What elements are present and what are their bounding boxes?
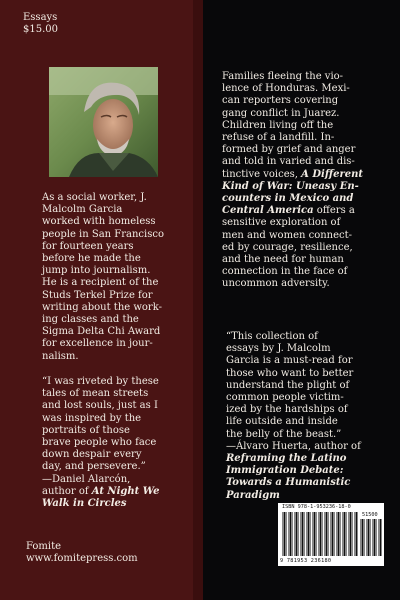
desc-line: and told in varied and dis- [222,156,355,168]
quote-attribution: —Álvaro Huerta, author of [226,440,361,452]
barcode-bar [296,512,298,556]
barcode-bar [282,512,283,556]
desc-line [222,205,363,217]
desc-line: formed by grief and anger [222,144,356,156]
barcode-bar [366,519,367,556]
desc-line: refuse of a landfill. In- [222,132,335,144]
ean-digits: 9 781953 236180 [280,558,332,564]
book-title-line: Towards a Humanistic [226,477,351,489]
desc-line: connection in the face of [222,266,348,278]
barcode-bar [290,512,292,556]
spine-divider [193,0,203,600]
barcode-bar [324,512,325,556]
bio-line: ing classes and the [42,314,139,326]
book-description [222,71,363,291]
barcode-bar [380,519,382,556]
quote-line: and lost souls, just as I [42,400,158,412]
barcode-bar [322,512,323,556]
barcode-bar [292,512,293,556]
barcode-bar [336,512,337,556]
quote-line: brave people who face [42,437,157,449]
barcode-bar [310,512,311,556]
attribution-prefix: author of [42,485,89,497]
barcode-bar [350,512,352,556]
book-title-line: Walk in Circles [42,498,127,510]
publisher-url[interactable]: www.fomitepress.com [26,553,138,564]
addon-barcode-bars [360,519,382,556]
barcode-bar [344,512,346,556]
desc-line: and the need for human [222,254,344,266]
author-bio [42,192,164,363]
quote-line: the belly of the beast.” [226,428,342,440]
desc-line: gang conflict in Juarez. [222,107,340,119]
quote-line: was inspired by the [42,412,142,424]
quote-line: portraits of those [42,424,130,436]
quote-attribution [42,486,160,498]
barcode-bar [326,512,328,556]
author-photo [49,67,158,177]
bio-line: Studs Terkel Prize for [42,289,153,301]
book-title [226,453,361,465]
desc-line: ed by courage, resilience, [222,241,353,253]
quote-attribution: —Daniel Alarcón, [42,473,131,485]
bio-line: Malcolm Garcia [42,204,123,216]
isbn-barcode [278,503,384,566]
alarcon-blurb [42,376,160,510]
barcode-bar [368,519,370,556]
publisher-name: Fomite [26,541,62,552]
barcode-bar [316,512,317,556]
huerta-blurb [226,331,361,502]
category-label: Essays [23,12,58,23]
desc-line: men and women connect- [222,229,353,241]
book-title [226,465,361,477]
book-title [42,498,160,510]
quote-line: understand the plight of [226,379,350,391]
bio-line: As a social worker, J. [42,192,147,203]
barcode-bars [282,512,358,556]
barcode-bar [346,512,347,556]
barcode-bar [364,519,365,556]
desc-line [222,193,363,205]
barcode-bar [356,512,358,556]
book-title: A Different [301,168,363,180]
barcode-bar [340,512,341,556]
barcode-bar [378,519,379,556]
barcode-bar [302,512,304,556]
desc-line [222,181,363,193]
book-title-line: Paradigm [226,489,280,501]
barcode-bar [372,519,373,556]
quote-line: “This collection of [226,331,318,342]
bio-line: Sigma Delta Chi Award [42,326,161,338]
book-title: counters in Mexico and [222,193,354,205]
quote-line: “I was riveted by these [42,376,159,387]
book-title: Central America [222,205,314,217]
barcode-bar [334,512,335,556]
desc-text: tinctive voices, [222,168,298,180]
barcode-bar [330,512,331,556]
barcode-bar [358,512,359,556]
bio-line: for fourteen years [42,240,134,252]
quote-line: ized by the hardships of [226,404,348,416]
quote-line: tales of mean streets [42,388,149,400]
bio-line: for excellence in jour- [42,338,153,350]
desc-line: lence of Honduras. Mexi- [222,83,350,95]
quote-line: essays by J. Malcolm [226,343,331,355]
barcode-bar [298,512,299,556]
barcode-bar [294,512,295,556]
quote-line: down despair every [42,449,142,461]
desc-line: uncommon adversity. [222,278,330,290]
book-title-line: Reframing the Latino [226,453,347,465]
barcode-bar [312,512,313,556]
bio-line: jump into journalism. [42,265,151,277]
book-title: At Night We [91,485,160,497]
author-portrait-image [49,67,158,177]
barcode-bar [382,519,383,556]
quote-line: day, and persevere.” [42,461,146,473]
barcode-bar [300,512,301,556]
barcode-bar [328,512,329,556]
category-price [23,12,58,36]
barcode-bar [314,512,316,556]
barcode-bar [288,512,289,556]
desc-line: Children living off the [222,119,334,131]
bio-line: worked with homeless [42,216,156,228]
barcode-bar [338,512,340,556]
barcode-bar [370,519,371,556]
barcode-bar [348,512,349,556]
barcode-bar [354,512,355,556]
desc-line: Families fleeing the vio- [222,71,344,82]
price-addon-label: 51500 [362,512,378,518]
barcode-bar [352,512,353,556]
price-label: $15.00 [23,24,58,35]
bio-line: writing about the work- [42,301,162,313]
barcode-bar [286,512,287,556]
barcode-bar [360,519,361,556]
barcode-bar [374,519,376,556]
bio-line: people in San Francisco [42,228,164,240]
desc-line: sensitive exploration of [222,217,341,229]
desc-text: offers a [316,205,355,217]
publisher-block [26,541,138,565]
quote-line: those who want to better [226,367,354,379]
bio-line: nalism. [42,350,79,362]
barcode-bar [332,512,334,556]
barcode-bar [304,512,305,556]
barcode-bar [320,512,322,556]
barcode-bar [284,512,286,556]
desc-line: can reporters covering [222,95,339,107]
barcode-bar [306,512,307,556]
quote-line: life outside and inside [226,416,338,428]
bio-line: before he made the [42,253,141,265]
quote-line: common people victim- [226,392,344,404]
barcode-bar [308,512,310,556]
barcode-bar [342,512,343,556]
bio-line: He is a recipient of the [42,277,159,289]
book-title [226,477,361,489]
barcode-bar [362,519,364,556]
book-title-line: Immigration Debate: [226,465,344,477]
quote-line: Garcia is a must-read for [226,355,353,367]
book-title: Kind of War: Uneasy En- [222,180,359,192]
barcode-bar [318,512,319,556]
barcode-bar [376,519,377,556]
book-title [226,490,361,502]
desc-line [222,169,363,181]
isbn-label: ISBN 978-1-953236-18-0 [282,504,351,510]
